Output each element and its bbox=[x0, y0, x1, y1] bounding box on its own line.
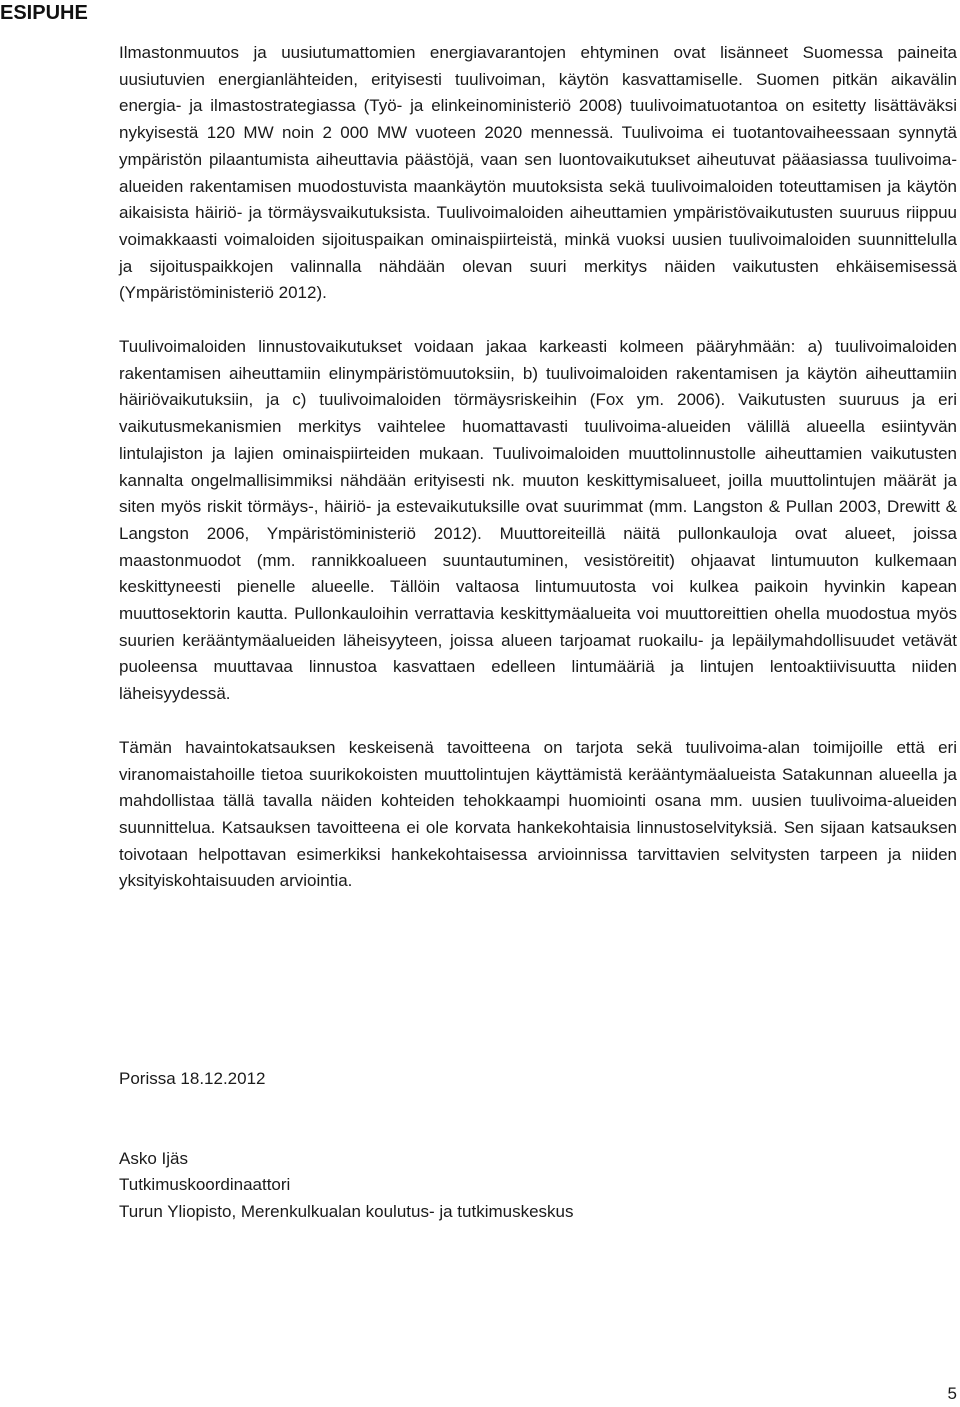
section-heading: ESIPUHE bbox=[0, 2, 88, 24]
body-text bbox=[119, 40, 957, 895]
paragraph-3: Tämän havaintokatsauksen keskeisenä tavoitteena on tarjota sekä tuulivoima-alan toimijoille että eri viranomaistahoille tietoa suurikokoisten muuttolintujen käyttämistä kerääntymäalueista Satakunnan alueella ja mahdollistaa tällä tavalla näiden kohteiden tehokkaampi huomiointi osana mm. uusien tuulivoima-alueiden suunnittelua. Katsauksen tavoitteena ei ole korvata hankekohtaisia linnustoselvityksiä. Sen sijaan katsauksen toivotaan helpottavan esimerkiksi hankekohtaisessa arvioinnissa tarvittavien selvitysten tarpeen ja niiden yksityiskohtaisuuden arviointia. bbox=[119, 737, 957, 891]
signature-block bbox=[119, 1066, 819, 1226]
paragraph-2: Tuulivoimaloiden linnustovaikutukset voidaan jakaa karkeasti kolmeen pääryhmään: a) tuulivoimaloiden rakentamisen aiheuttamiin elinympäristömuutoksiin, b) tuulivoimaloiden rakentamisen ja käytön aiheuttamiin häiriövaikutuksiin, ja c) tuulivoimaloiden törmäysriskeihin (Fox ym. 2006). Vaikutusten suuruus ja eri vaikutusmekanismien merkitys vaihtelee huomattavasti tuulivoima-alueiden välillä alueella esiintyvän lintulajiston ja lajien ominaispiirteiden mukaan. Tuulivoimaloiden muuttolinnustolle aiheuttamien vaikutusten kannalta ongelmallisimmiksi nähdään erityisesti nk. muuton keskittymisalueet, joilla muuttolintujen määrät ja siten myös riskit törmäys-, häiriö- ja estevaikutuksille ovat suurimmat (mm. Langston & Pullan 2003, Drewitt & Langston 2006, Ympäristöministeriö 2012). Muuttoreiteillä näitä pullonkauloja ovat alueet, joissa maastonmuodot (mm. rannikkoalueen suuntautuminen, vesistöreitit) ohjaavat lintumuuton kulkemaan keskittyneesti pienelle alueelle. Tällöin valtaosa lintumuutosta voi kulkea paikoin hyvinkin kapean muuttosektorin kautta. Pullonkauloihin verrattavia keskittymäalueita voi muuttoreittien ohella muodostua myös suurien kerääntymäalueiden läheisyyteen, joissa alueen tarjoamat ruokailu- ja lepäilymahdollisuudet vetävät puoleensa muuttavaa linnustoa kasvattaen edelleen lintumääriä ja lintujen lentoaktiivisuutta niiden läheisyydessä. bbox=[119, 337, 957, 704]
signatory-title: Tutkimuskoordinaattori bbox=[119, 1175, 291, 1195]
signatory-name: Asko Ijäs bbox=[119, 1148, 188, 1168]
paragraph-1: Ilmastonmuutos ja uusiutumattomien energiavarantojen ehtyminen ovat lisänneet Suomessa paineita uusiutuvien energianlähteiden, erityisesti tuulivoiman, käytön kasvattamiselle. Suomen pitkän aikavälin energia- ja ilmastostrategiassa (Työ- ja elinkeinoministeriö 2008) tuulivoimatuotantoa on esitetty lisättäväksi nykyisestä 120 MW noin 2 000 MW vuoteen 2020 mennessä. Tuulivoima ei tuotantovaiheessaan synnytä ympäristön pilaantumista aiheuttavia päästöjä, vaan sen luontovaikutukset aiheutuvat pääasiassa tuulivoima-alueiden rakentamisen muodostuvista maankäytön muutoksista sekä tuulivoimaloiden toteuttamisen ja käytön aikaisista häiriö- ja törmäysvaikutuksista. Tuulivoimaloiden aiheuttamien ympäristövaikutusten suuruus riippuu voimakkaasti voimaloiden sijoituspaikan ominaispiirteistä, minkä vuoksi uusien tuulivoimaloiden suunnittelulla ja sijoituspaikkojen valinnalla nähdään olevan suuri merkitys näiden vaikutusten ehkäisemisessä (Ympäristöministeriö 2012). bbox=[119, 43, 957, 303]
page-number: 5 bbox=[947, 1384, 957, 1403]
signatory-organization: Turun Yliopisto, Merenkulkualan koulutus- ja tutkimuskeskus bbox=[119, 1202, 574, 1222]
place-date: Porissa 18.12.2012 bbox=[119, 1069, 266, 1088]
